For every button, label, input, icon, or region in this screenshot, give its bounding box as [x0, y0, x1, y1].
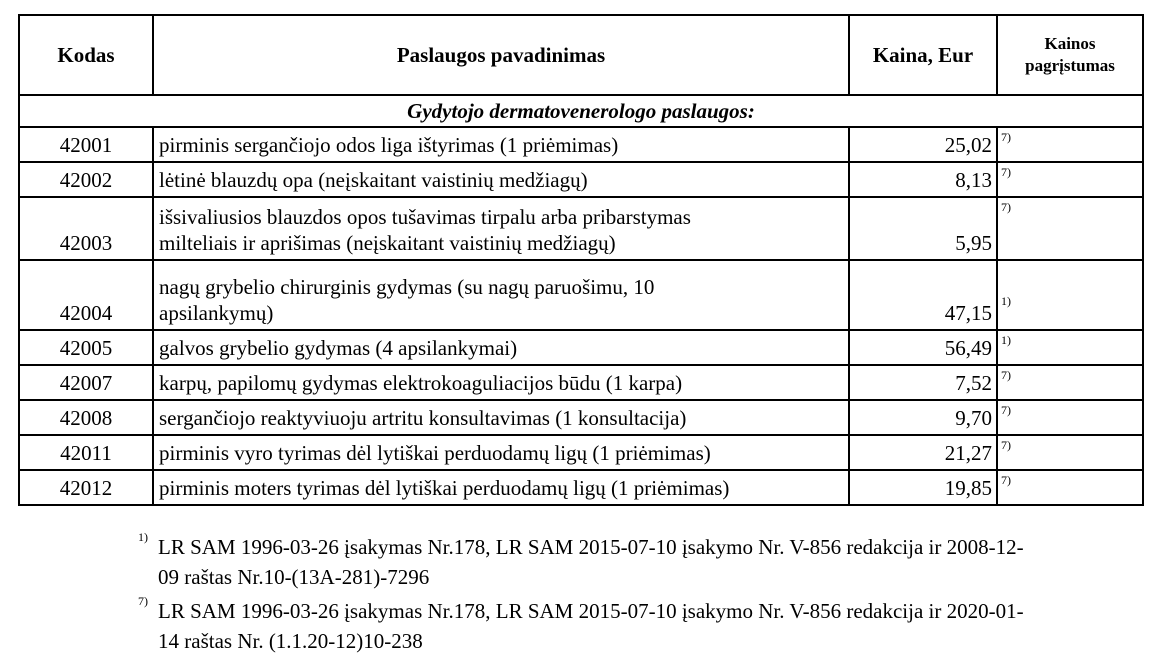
- row-name: pirminis vyro tyrimas dėl lytiškai perduodamų ligų (1 priėmimas): [153, 435, 849, 470]
- footnote-text-line1: LR SAM 1996-03-26 įsakymas Nr.178, LR SAM 2015-07-10 įsakymo Nr. V-856 redakcija ir 2008-12-: [158, 535, 1024, 559]
- row-code: 42003: [19, 197, 153, 260]
- footnote-text-line2: 14 raštas Nr. (1.1.20-12)10-238: [158, 629, 423, 653]
- row-note-mark: 7): [1001, 438, 1011, 452]
- row-name: pirminis moters tyrimas dėl lytiškai perduodamų ligų (1 priėmimas): [153, 470, 849, 505]
- row-note: [997, 470, 1143, 505]
- header-basis-line1: Kainos: [1044, 34, 1096, 53]
- row-note-mark: 7): [1001, 473, 1011, 487]
- row-note: [997, 365, 1143, 400]
- price-table: [18, 14, 1144, 506]
- row-note-mark: 1): [1001, 294, 1011, 308]
- row-note: [997, 260, 1143, 330]
- row-note-mark: 7): [1001, 130, 1011, 144]
- row-price: 9,70: [849, 400, 997, 435]
- row-price: 8,13: [849, 162, 997, 197]
- row-note-mark: 7): [1001, 165, 1011, 179]
- table-row: [19, 162, 1143, 197]
- row-price: 21,27: [849, 435, 997, 470]
- row-price: 47,15: [849, 260, 997, 330]
- table-row: [19, 400, 1143, 435]
- row-name: lėtinė blauzdų opa (neįskaitant vaistinių medžiagų): [153, 162, 849, 197]
- section-row: [19, 95, 1143, 127]
- row-note-mark: 7): [1001, 403, 1011, 417]
- row-name: pirminis sergančiojo odos liga ištyrimas (1 priėmimas): [153, 127, 849, 162]
- table-row: [19, 260, 1143, 330]
- header-name: Paslaugos pavadinimas: [153, 15, 849, 95]
- header-basis: [997, 15, 1143, 95]
- row-code: 42011: [19, 435, 153, 470]
- row-name-line1: nagų grybelio chirurginis gydymas (su nagų paruošimu, 10: [159, 275, 655, 299]
- footnote-text-line1: LR SAM 1996-03-26 įsakymas Nr.178, LR SAM 2015-07-10 įsakymo Nr. V-856 redakcija ir 2020-01-: [158, 599, 1024, 623]
- row-note: [997, 330, 1143, 365]
- row-note: [997, 127, 1143, 162]
- row-code: 42004: [19, 260, 153, 330]
- footnote-text-line2: 09 raštas Nr.10-(13A-281)-7296: [158, 565, 430, 589]
- row-code: 42012: [19, 470, 153, 505]
- row-name: karpų, papilomų gydymas elektrokoaguliacijos būdu (1 karpa): [153, 365, 849, 400]
- row-name: sergančiojo reaktyviuoju artritu konsultavimas (1 konsultacija): [153, 400, 849, 435]
- row-note: [997, 400, 1143, 435]
- section-title: Gydytojo dermatovenerologo paslaugos:: [19, 95, 1143, 127]
- row-price: 25,02: [849, 127, 997, 162]
- row-name: [153, 197, 849, 260]
- footnote-mark: 7): [138, 594, 148, 608]
- header-row: [19, 15, 1143, 95]
- row-name: galvos grybelio gydymas (4 apsilankymai): [153, 330, 849, 365]
- table-row: [19, 470, 1143, 505]
- table-row: [19, 197, 1143, 260]
- footnotes: [138, 532, 1148, 660]
- row-note-mark: 1): [1001, 333, 1011, 347]
- row-name-line2: apsilankymų): [159, 301, 274, 325]
- header-price: Kaina, Eur: [849, 15, 997, 95]
- header-code: Kodas: [19, 15, 153, 95]
- row-note: [997, 435, 1143, 470]
- footnote-1: [138, 532, 1148, 592]
- row-note: [997, 162, 1143, 197]
- row-code: 42002: [19, 162, 153, 197]
- row-note: [997, 197, 1143, 260]
- row-price: 5,95: [849, 197, 997, 260]
- row-code: 42005: [19, 330, 153, 365]
- table-row: [19, 435, 1143, 470]
- footnote-mark: 1): [138, 530, 148, 544]
- table-row: [19, 330, 1143, 365]
- row-name-line1: išsivaliusios blauzdos opos tušavimas tirpalu arba pribarstymas: [159, 205, 691, 229]
- table-row: [19, 365, 1143, 400]
- row-name-line2: milteliais ir aprišimas (neįskaitant vaistinių medžiagų): [159, 231, 616, 255]
- row-price: 19,85: [849, 470, 997, 505]
- row-code: 42007: [19, 365, 153, 400]
- row-price: 56,49: [849, 330, 997, 365]
- footnote-7: [138, 596, 1148, 656]
- row-name: [153, 260, 849, 330]
- row-note-mark: 7): [1001, 368, 1011, 382]
- header-basis-line2: pagrįstumas: [1025, 56, 1115, 75]
- row-note-mark: 7): [1001, 200, 1011, 214]
- row-code: 42008: [19, 400, 153, 435]
- table-row: [19, 127, 1143, 162]
- row-code: 42001: [19, 127, 153, 162]
- row-price: 7,52: [849, 365, 997, 400]
